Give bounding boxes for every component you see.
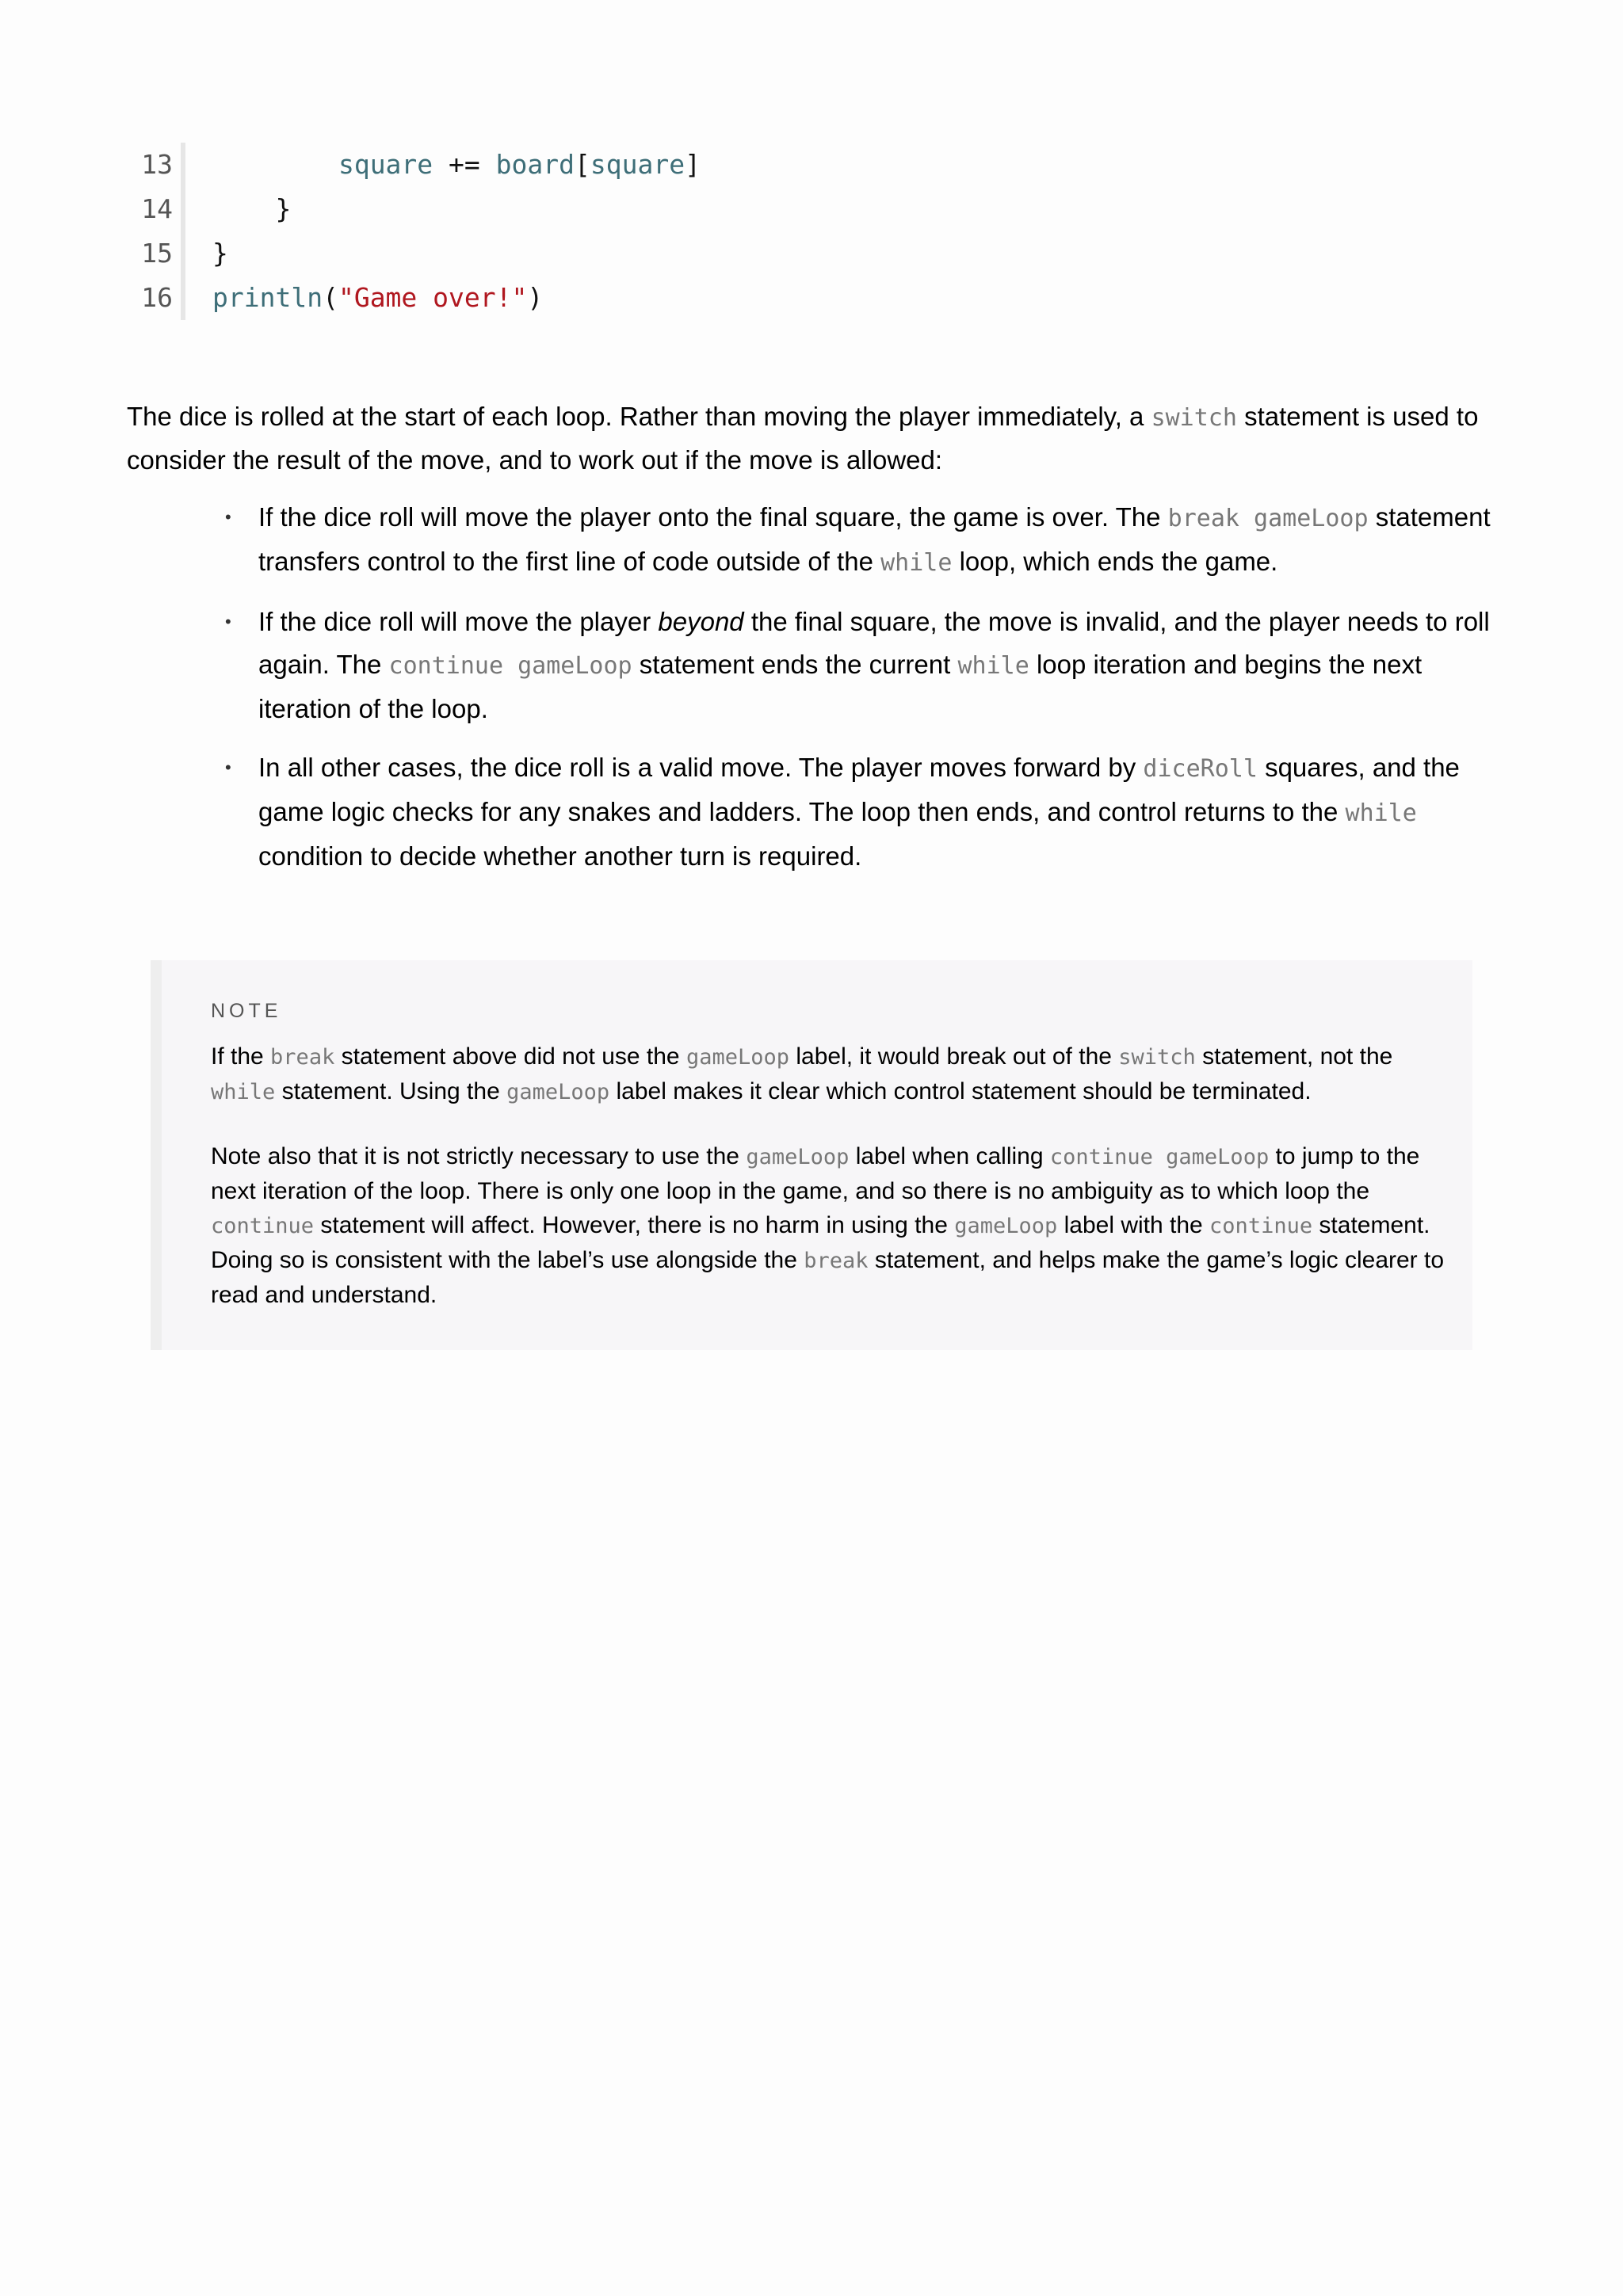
text-span: loop iteration and begins the next iteration of the loop.	[258, 650, 1423, 723]
code-text	[212, 276, 543, 320]
bullet-list	[225, 496, 1503, 894]
text-span: condition to decide whether another turn is required.	[258, 841, 862, 871]
text-span: statement. Doing so is consistent with the label’s use alongside the	[211, 1212, 1430, 1273]
code-token: println	[212, 282, 323, 313]
text-span: The dice is rolled at the start of each loop. Rather than moving the player immediately, a	[127, 402, 1151, 431]
text-span: statement above did not use the	[334, 1043, 686, 1070]
emphasis-text: beyond	[658, 607, 744, 636]
text-span: label with the	[1057, 1212, 1210, 1238]
bullet-icon: •	[225, 612, 231, 631]
inline-code: while	[211, 1080, 276, 1104]
code-token: +=	[433, 149, 496, 180]
code-token: (	[323, 282, 338, 313]
intro-paragraph	[127, 395, 1506, 481]
note-paragraph	[211, 1039, 1447, 1109]
inline-code: diceRoll	[1143, 755, 1258, 783]
list-item	[225, 601, 1503, 730]
code-token: )	[527, 282, 544, 313]
text-span: Note also that it is not strictly necessary to use the	[211, 1143, 747, 1169]
text-span: If the	[211, 1043, 271, 1070]
line-number: 15	[141, 238, 173, 269]
code-token: }	[212, 193, 292, 224]
line-number: 16	[141, 282, 173, 313]
code-token: board	[495, 149, 575, 180]
inline-code: gameLoop	[685, 1045, 790, 1070]
list-item	[225, 496, 1503, 585]
note-paragraph	[211, 1139, 1447, 1312]
inline-code: continue gameLoop	[1049, 1145, 1270, 1169]
text-span: If the dice roll will move the player	[258, 607, 659, 636]
text-span: statement ends the current	[632, 650, 958, 679]
note-box	[151, 960, 1472, 1350]
code-text	[212, 231, 228, 276]
code-token: square	[338, 149, 433, 180]
text-span: In all other cases, the dice roll is a valid move. The player moves forward by	[258, 753, 1144, 782]
text-span: the final square, the move is invalid, and the player needs to roll again. The	[258, 607, 1490, 679]
inline-code: gameLoop	[954, 1214, 1058, 1238]
inline-code: gameLoop	[506, 1080, 610, 1104]
text-span: squares, and the game logic checks for any snakes and ladders. The loop then ends, and control returns to the	[258, 753, 1460, 826]
inline-code: break	[804, 1249, 869, 1273]
code-text	[212, 143, 701, 187]
inline-code: continue	[211, 1214, 315, 1238]
code-gutter	[181, 143, 185, 320]
text-span: label when calling	[849, 1143, 1050, 1169]
code-token	[212, 149, 338, 180]
inline-code: while	[957, 652, 1029, 680]
text-span: label makes it clear which control statement should be terminated.	[609, 1078, 1312, 1104]
text-span: statement. Using the	[275, 1078, 507, 1104]
inline-code: continue	[1209, 1214, 1313, 1238]
code-token: ]	[685, 149, 701, 180]
bullet-icon: •	[225, 507, 231, 527]
inline-code: while	[1345, 799, 1417, 827]
line-number: 13	[141, 149, 173, 180]
bullet-icon: •	[225, 757, 231, 777]
code-token: "Game over!"	[338, 282, 528, 313]
text-span: loop, which ends the game.	[952, 547, 1278, 576]
text-span: statement, not the	[1195, 1043, 1393, 1070]
code-token: [	[575, 149, 590, 180]
inline-code: gameLoop	[746, 1145, 850, 1169]
inline-code: break	[270, 1045, 335, 1070]
inline-code: switch	[1118, 1045, 1196, 1070]
text-span: statement is used to consider the result of the move, and to work out if the move is allowed:	[127, 402, 1479, 475]
line-number: 14	[141, 193, 173, 224]
code-text	[212, 187, 291, 231]
text-span: statement will affect. However, there is no harm in using the	[314, 1212, 955, 1238]
code-token: square	[590, 149, 685, 180]
text-span: statement transfers control to the first line of code outside of the	[258, 502, 1491, 576]
inline-code: while	[880, 549, 953, 577]
inline-code: continue gameLoop	[388, 652, 632, 680]
inline-code: switch	[1151, 404, 1237, 432]
text-span: If the dice roll will move the player onto the final square, the game is over. The	[258, 502, 1168, 532]
code-token: }	[212, 238, 228, 269]
text-span: to jump to the next iteration of the loop. There is only one loop in the game, and so there is no ambiguity as to which loop the	[211, 1143, 1420, 1204]
inline-code: break gameLoop	[1167, 505, 1369, 532]
note-label: NOTE	[211, 1000, 282, 1022]
text-span: label, it would break out of the	[789, 1043, 1119, 1070]
list-item	[225, 746, 1503, 878]
text-span: statement, and helps make the game’s logic clearer to read and understand.	[211, 1247, 1445, 1308]
